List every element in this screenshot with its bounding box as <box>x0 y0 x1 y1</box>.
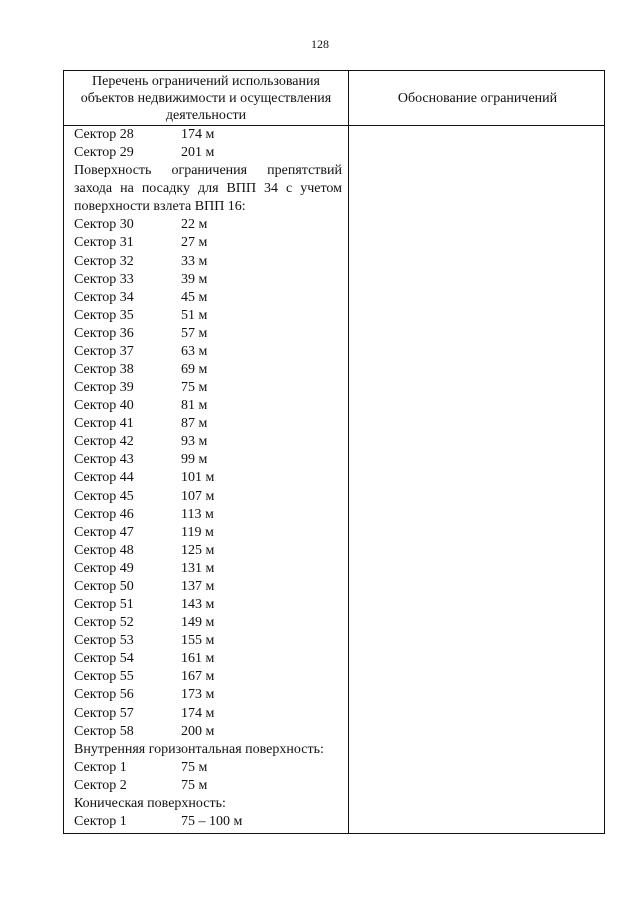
sector-row <box>74 415 342 433</box>
sector-row <box>74 488 342 506</box>
restrictions-table <box>63 70 605 834</box>
sector-row <box>74 433 342 451</box>
sector-name: Сектор 32 <box>74 253 134 269</box>
sector-row <box>74 216 342 234</box>
sector-height: 131 м <box>181 560 215 576</box>
sector-row <box>74 361 342 379</box>
sector-name: Сектор 31 <box>74 235 134 251</box>
sector-height: 155 м <box>181 633 215 649</box>
sector-height: 99 м <box>181 452 208 468</box>
sector-height: 119 м <box>181 524 214 540</box>
sector-height: 57 м <box>181 325 208 341</box>
sector-height: 149 м <box>181 615 215 631</box>
sector-row <box>74 126 342 144</box>
sector-name: Сектор 49 <box>74 560 134 576</box>
sector-name: Сектор 2 <box>74 777 127 793</box>
header-justification: Обоснование ограничений <box>397 91 558 106</box>
surface-heading: поверхности взлета ВПП 16: <box>74 199 246 215</box>
sector-name: Сектор 46 <box>74 506 134 522</box>
sector-name: Сектор 41 <box>74 416 134 432</box>
sector-height: 27 м <box>181 235 208 251</box>
sector-row <box>74 451 342 469</box>
sector-name: Сектор 40 <box>74 398 134 414</box>
sector-height: 75 – 100 м <box>181 813 243 829</box>
sector-row <box>74 343 342 361</box>
sector-height: 201 м <box>181 145 215 161</box>
sector-row <box>74 777 342 795</box>
sector-name: Сектор 37 <box>74 343 134 359</box>
sector-row <box>74 705 342 723</box>
sector-row <box>74 542 342 560</box>
sector-name: Сектор 53 <box>74 633 134 649</box>
sector-height: 39 м <box>181 271 208 287</box>
sector-name: Сектор 42 <box>74 434 134 450</box>
sector-name: Сектор 51 <box>74 597 134 613</box>
sector-row <box>74 469 342 487</box>
sector-name: Сектор 48 <box>74 542 134 558</box>
sector-row <box>74 253 342 271</box>
sector-height: 63 м <box>181 343 208 359</box>
sector-height: 125 м <box>181 542 215 558</box>
sector-name: Сектор 36 <box>74 325 134 341</box>
sector-row <box>74 596 342 614</box>
sector-height: 137 м <box>181 578 215 594</box>
sector-height: 69 м <box>181 362 208 378</box>
sector-row <box>74 686 342 704</box>
sector-row <box>74 632 342 650</box>
sector-row <box>74 524 342 542</box>
surface-heading: Внутренняя горизонтальная поверхность: <box>74 741 324 757</box>
sector-height: 113 м <box>181 506 214 522</box>
sector-name: Сектор 38 <box>74 362 134 378</box>
sector-row <box>74 397 342 415</box>
sector-row <box>74 325 342 343</box>
sector-name: Сектор 50 <box>74 578 134 594</box>
sector-row <box>74 560 342 578</box>
sector-height: 45 м <box>181 289 208 305</box>
sector-height: 75 м <box>181 777 208 793</box>
sector-name: Сектор 47 <box>74 524 134 540</box>
sector-name: Сектор 45 <box>74 488 134 504</box>
sector-height: 161 м <box>181 651 215 667</box>
sector-height: 75 м <box>181 380 208 396</box>
sector-height: 107 м <box>181 488 215 504</box>
surface-heading: Поверхность ограничения препятствий <box>74 163 342 179</box>
sector-height: 174 м <box>181 127 215 142</box>
sector-height: 81 м <box>181 398 208 414</box>
column-divider <box>348 71 349 833</box>
sector-name: Сектор 54 <box>74 651 134 667</box>
sector-row <box>74 234 342 252</box>
sector-row <box>74 271 342 289</box>
sector-row <box>74 144 342 162</box>
header-restrictions-list <box>64 73 348 124</box>
sector-row <box>74 650 342 668</box>
sector-row <box>74 723 342 741</box>
sector-name: Сектор 57 <box>74 705 134 721</box>
sector-name: Сектор 39 <box>74 380 134 396</box>
sector-name: Сектор 30 <box>74 217 134 233</box>
header-line: Перечень ограничений использования <box>92 74 320 89</box>
sector-name: Сектор 43 <box>74 452 134 468</box>
surface-heading: Коническая поверхность: <box>74 795 226 811</box>
sector-height: 93 м <box>181 434 208 450</box>
sector-row <box>74 578 342 596</box>
sector-height: 87 м <box>181 416 208 432</box>
sector-row <box>74 813 342 831</box>
sector-row <box>74 614 342 632</box>
sector-name: Сектор 34 <box>74 289 134 305</box>
sector-name: Сектор 28 <box>74 127 134 142</box>
sector-row <box>74 289 342 307</box>
sector-height: 51 м <box>181 307 208 323</box>
sector-height: 200 м <box>181 723 215 739</box>
sector-name: Сектор 52 <box>74 615 134 631</box>
sector-name: Сектор 29 <box>74 145 134 161</box>
sector-name: Сектор 44 <box>74 470 134 486</box>
sector-name: Сектор 33 <box>74 271 134 287</box>
sector-name: Сектор 55 <box>74 669 134 685</box>
restrictions-list <box>74 126 342 831</box>
sector-height: 174 м <box>181 705 215 721</box>
sector-name: Сектор 58 <box>74 723 134 739</box>
sector-row <box>74 379 342 397</box>
sector-height: 167 м <box>181 669 215 685</box>
sector-height: 143 м <box>181 597 215 613</box>
surface-heading: захода на посадку для ВПП 34 с учетом <box>74 181 342 197</box>
header-line: объектов недвижимости и осуществления <box>80 91 332 106</box>
sector-height: 33 м <box>181 253 208 269</box>
header-line: деятельности <box>165 108 247 123</box>
sector-row <box>74 307 342 325</box>
sector-height: 22 м <box>181 217 208 233</box>
sector-row <box>74 506 342 524</box>
sector-name: Сектор 35 <box>74 307 134 323</box>
sector-row <box>74 668 342 686</box>
sector-height: 75 м <box>181 759 208 775</box>
sector-row <box>74 759 342 777</box>
sector-name: Сектор 56 <box>74 687 134 703</box>
sector-height: 101 м <box>181 470 215 486</box>
sector-height: 173 м <box>181 687 215 703</box>
sector-name: Сектор 1 <box>74 759 127 775</box>
sector-name: Сектор 1 <box>74 813 127 829</box>
page-number: 128 <box>311 37 329 51</box>
